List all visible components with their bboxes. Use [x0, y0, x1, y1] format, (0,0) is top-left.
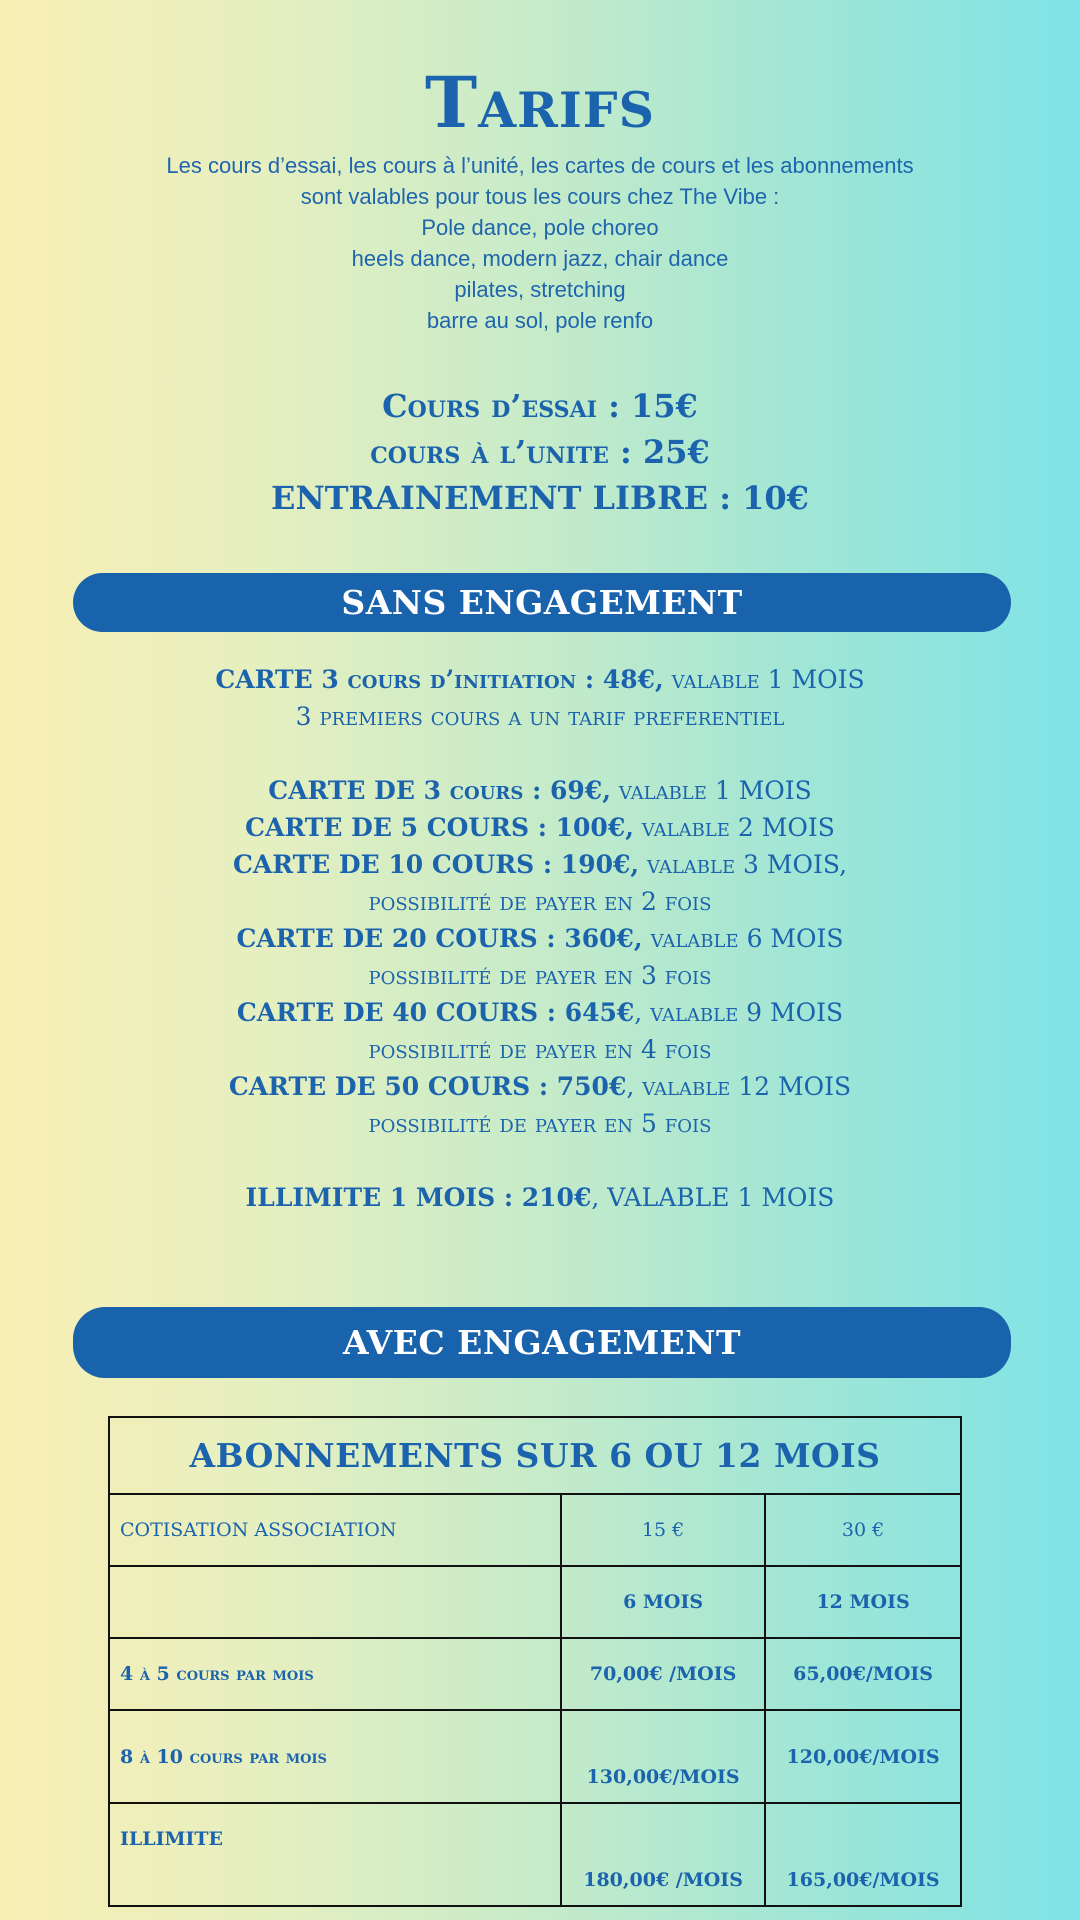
card-40: [0, 994, 1080, 1031]
card-5-validity: valable 2 MOIS: [633, 813, 835, 842]
card-unlimited-price: ILLIMITE 1 MOIS : 210€: [245, 1183, 592, 1212]
card-50: [0, 1068, 1080, 1105]
subscriptions-heading: ABONNEMENTS SUR 6 OU 12 MOIS: [109, 1417, 961, 1494]
card-50-validity: , valable 12 MOIS: [626, 1072, 852, 1101]
membership-6-months: 15 €: [561, 1494, 765, 1566]
card-initiation: [0, 661, 1080, 698]
intro-line: Les cours d’essai, les cours à l’unité, les cartes de cours et les abonnements: [166, 153, 914, 178]
row-label-unlimited: ILLIMITE: [109, 1803, 561, 1906]
single-class-price: cours à l’unite : 25€: [370, 433, 710, 471]
card-40-price: CARTE DE 40 COURS : 645€: [236, 998, 635, 1027]
period-6-header: 6 MOIS: [561, 1566, 765, 1638]
card-5: [0, 809, 1080, 846]
intro-line: pilates, stretching: [454, 277, 626, 302]
card-20-validity: valable 6 MOIS: [642, 924, 844, 953]
empty-cell: [109, 1566, 561, 1638]
intro-text: [90, 150, 990, 336]
card-50-price: CARTE DE 50 COURS : 750€: [228, 1072, 627, 1101]
card-50-note: possibilité de payer en 5 fois: [368, 1109, 712, 1138]
intro-line: sont valables pour tous les cours chez The Vibe :: [300, 184, 780, 209]
trial-price: Cours d’essai : 15€: [382, 387, 698, 425]
card-initiation-price: CARTE 3 cours d’initiation : 48€,: [215, 665, 664, 694]
intro-line: heels dance, modern jazz, chair dance: [351, 246, 729, 271]
card-10-price: CARTE DE 10 COURS : 190€,: [232, 850, 640, 879]
row-unlimited-six-months: 180,00€ /MOIS: [561, 1803, 765, 1906]
card-3: [0, 772, 1080, 809]
card-40-note: possibilité de payer en 4 fois: [368, 1035, 712, 1064]
page-title: Tarifs: [425, 61, 655, 144]
card-3-validity: valable 1 MOIS: [610, 776, 812, 805]
card-10: [0, 846, 1080, 883]
row-8-10-six-months: 130,00€/MOIS: [561, 1710, 765, 1803]
membership-label: COTISATION ASSOCIATION: [109, 1494, 561, 1566]
row-4-5-twelve-months: 65,00€/MOIS: [765, 1638, 961, 1710]
period-12-header: 12 MOIS: [765, 1566, 961, 1638]
row-4-5-six-months: 70,00€ /MOIS: [561, 1638, 765, 1710]
single-prices: [0, 383, 1080, 521]
row-8-10-twelve-months: 120,00€/MOIS: [765, 1710, 961, 1803]
row-label-8-10: 8 à 10 cours par mois: [109, 1710, 561, 1803]
subscriptions-table: [108, 1416, 962, 1907]
card-initiation-note: 3 premiers cours a un tarif preferentiel: [295, 702, 785, 731]
card-initiation-validity: valable 1 MOIS: [663, 665, 865, 694]
card-40-validity: , valable 9 MOIS: [634, 998, 844, 1027]
card-unlimited: [0, 1179, 1080, 1216]
section-banner-no-commitment: SANS ENGAGEMENT: [73, 573, 1011, 632]
intro-line: Pole dance, pole choreo: [421, 215, 659, 240]
free-training-price: ENTRAINEMENT LIBRE : 10€: [271, 479, 809, 517]
row-unlimited-twelve-months: 165,00€/MOIS: [765, 1803, 961, 1906]
card-unlimited-validity: , VALABLE 1 MOIS: [591, 1183, 835, 1212]
card-20-note: possibilité de payer en 3 fois: [368, 961, 712, 990]
card-3-price: CARTE DE 3 cours : 69€,: [268, 776, 611, 805]
section-banner-commitment: AVEC ENGAGEMENT: [73, 1307, 1011, 1378]
card-10-note: possibilité de payer en 2 fois: [368, 887, 712, 916]
card-10-validity: valable 3 MOIS,: [639, 850, 848, 879]
class-cards-list: [0, 661, 1080, 1216]
intro-line: barre au sol, pole renfo: [426, 308, 654, 333]
card-20-price: CARTE DE 20 COURS : 360€,: [236, 924, 643, 953]
card-20: [0, 920, 1080, 957]
card-5-price: CARTE DE 5 COURS : 100€,: [245, 813, 634, 842]
membership-12-months: 30 €: [765, 1494, 961, 1566]
row-label-4-5: 4 à 5 cours par mois: [109, 1638, 561, 1710]
